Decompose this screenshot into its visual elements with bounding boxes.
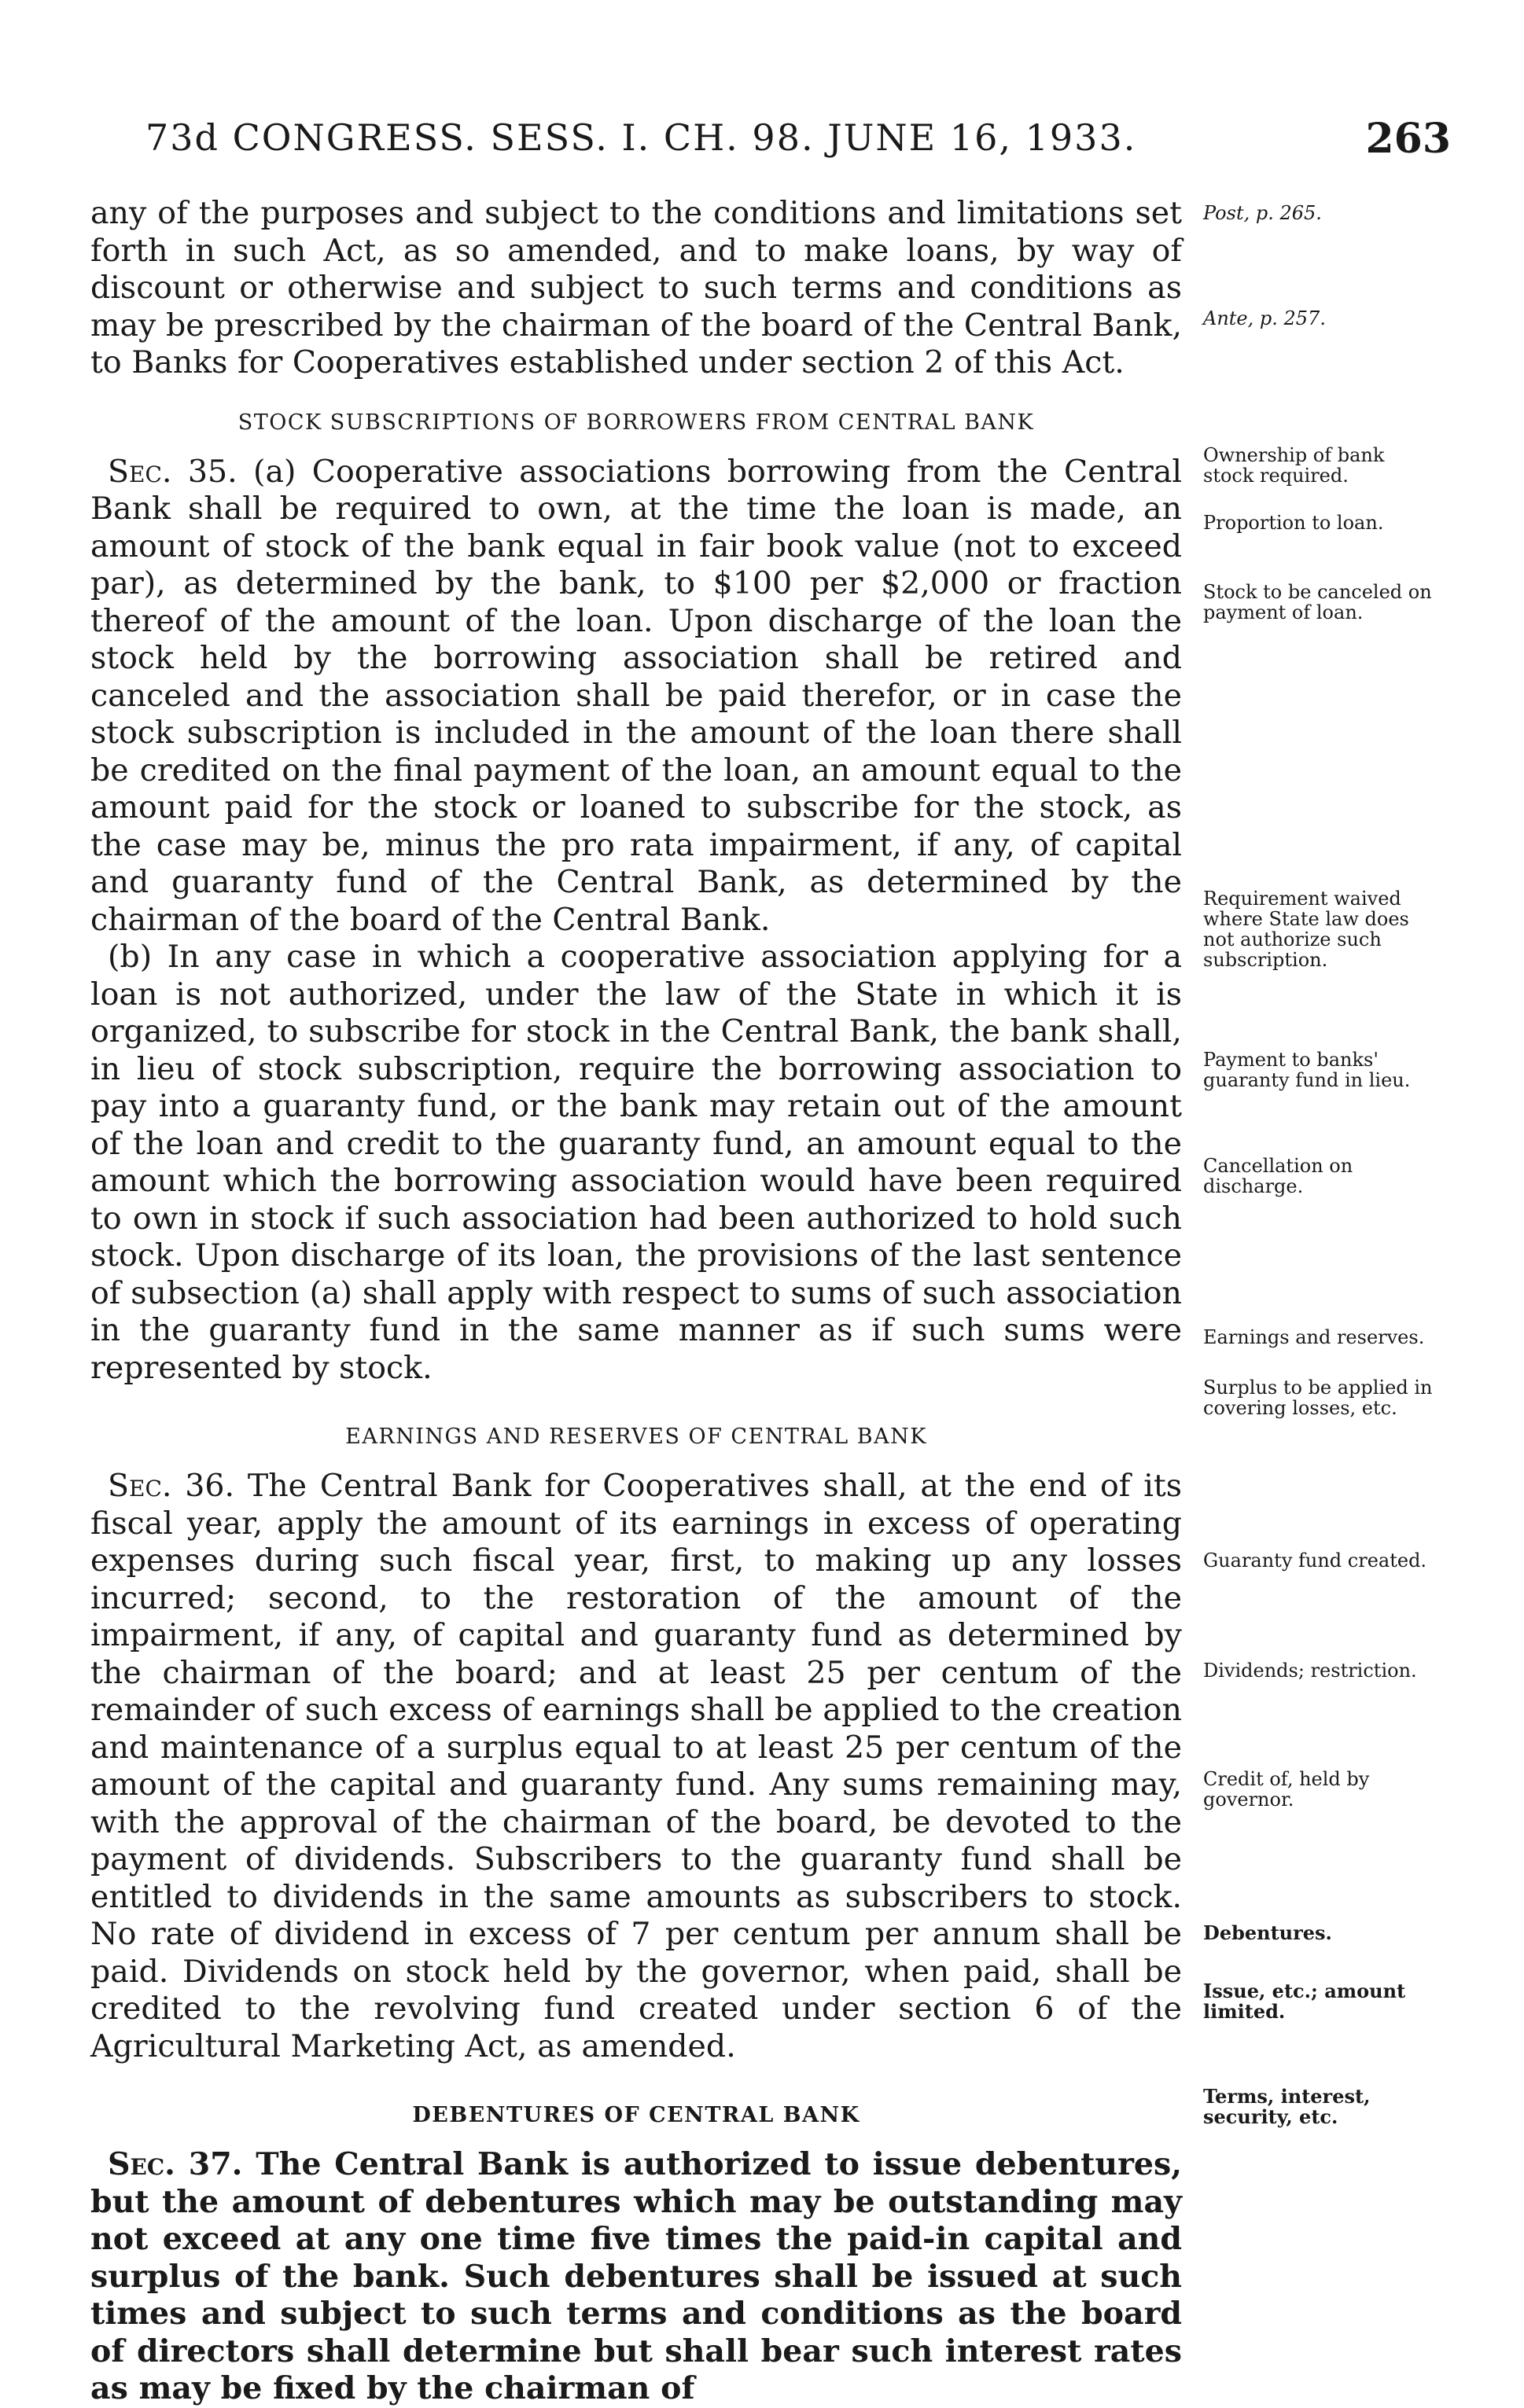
paragraph-sec-37 (90, 2146, 1182, 2408)
margin-note-surplus: Surplus to be applied in covering losses, etc. (1203, 1377, 1433, 1419)
section-heading-stock-subscriptions: STOCK SUBSCRIPTIONS OF BORROWERS FROM CENTRAL BANK (237, 410, 1035, 435)
page-number: 263 (1365, 115, 1451, 163)
paragraph-sec-35b: (b) In any case in which a cooperative association applying for a loan is not authorized, under the law of the State in which it is organized, to subscribe for stock in the Central Bank, the bank shall, in lieu of stock subscription, require the borrowing association to pay into a guaranty fund, or the bank may retain out of the amount of the loan and credit to the guaranty fund, an amount equal to the amount which the borrowing association would have been required to own in stock if such association had been authorized to hold such stock. Upon discharge of its loan, the provisions of the last sentence of subsection (a) shall apply with respect to sums of such association in the guaranty fund in the same manner as if such sums were represented by stock. (90, 939, 1182, 1386)
margin-note-waived: Requirement waived where State law does not authorize such subscription. (1203, 888, 1409, 971)
section-label-36: Sec. 36. (108, 1468, 235, 1504)
margin-note-issue: Issue, etc.; amount limited. (1203, 1980, 1406, 2023)
margin-note-credit: Credit of, held by governor. (1203, 1768, 1370, 1811)
margin-note-post: Post, p. 265. (1203, 202, 1322, 224)
running-head (145, 116, 1451, 171)
margin-note-earnings: Earnings and reserves. (1203, 1326, 1425, 1348)
margin-note-ante: Ante, p. 257. (1203, 307, 1326, 329)
sec-37-text: The Central Bank is authorized to issue debentures, but the amount of debentures which may be outstanding may not exceed at any one time five times the paid-in capital and surplus of the bank. Such debentures shall be issued at such times and subject to such terms and conditions as the board of directors shall determine but shall bear such interest rates as may be fixed by the chairman of (90, 2146, 1182, 2406)
paragraph-sec-35a (90, 454, 1182, 939)
section-label-35: Sec. 35. (108, 453, 237, 490)
margin-note-terms: Terms, interest, security, etc. (1203, 2085, 1371, 2128)
main-text (90, 195, 1182, 2408)
section-label-37: Sec. 37. (108, 2146, 243, 2182)
margin-note-ownership: Ownership of bank stock required. (1203, 444, 1385, 487)
margin-note-guaranty: Guaranty fund created. (1203, 1550, 1427, 1572)
section-heading-debentures: DEBENTURES OF CENTRAL BANK (412, 2103, 860, 2127)
paragraph-sec-36 (90, 1468, 1182, 2065)
margin-note-cancellation: Cancellation on discharge. (1203, 1155, 1353, 1197)
sec-35a-text: (a) Cooperative associations borrowing from the Central Bank shall be required to own, at the time the loan is made, an amount of stock of the bank equal in fair book value (not to exceed par), as determined by the bank, to $100 per $2,000 or fraction thereof of the amount of the loan. Upon discharge of the loan the stock held by the borrowing association shall be retired and canceled and the association shall be paid therefor, or in case the stock subscription is included in the amount of the loan there shall be credited on the final payment of the loan, an amount equal to the amount paid for the stock or loaned to subscribe for the stock, as the case may be, minus the pro rata impairment, if any, of capital and guaranty fund of the Central Bank, as determined by the chairman of the board of the Central Bank. (90, 453, 1183, 938)
margin-note-debentures: Debentures. (1203, 1921, 1332, 1944)
margin-note-dividends: Dividends; restriction. (1203, 1660, 1417, 1682)
margin-note-proportion: Proportion to loan. (1203, 512, 1384, 534)
paragraph-continuation: any of the purposes and subject to the conditions and limitations set forth in such Act, as so amended, and to make loans, by way of discount or otherwise and subject to such terms and conditions as may be prescribed by the chairman of the board of the Central Bank, to Banks for Cooperatives established under section 2 of this Act. (90, 195, 1182, 381)
running-head-title: 73d CONGRESS. SESS. I. CH. 98. JUNE 16, 1933. (145, 116, 1137, 159)
margin-note-canceled: Stock to be canceled on payment of loan. (1203, 581, 1432, 623)
sec-36-text: The Central Bank for Cooperatives shall, at the end of its fiscal year, apply the amount of its earnings in excess of operating expenses during such fiscal year, first, to making up any losses incurred; second, to the restoration of the amount of the impairment, if any, of capital and guaranty fund as determined by the chairman of the board; and at least 25 per centum of the remainder of such excess of earnings shall be applied to the creation and maintenance of a surplus equal to at least 25 per centum of the amount of the capital and guaranty fund. Any sums remaining may, with the approval of the chairman of the board, be devoted to the payment of dividends. Subscribers to the guaranty fund shall be entitled to dividends in the same amounts as subscribers to stock. No rate of dividend in excess of 7 per centum per annum shall be paid. Dividends on stock held by the governor, when paid, shall be credited to the revolving fund created under section 6 of the Agricultural Marketing Act, as amended. (90, 1468, 1182, 2064)
margin-note-payment: Payment to banks' guaranty fund in lieu. (1203, 1049, 1411, 1091)
section-heading-earnings: EARNINGS AND RESERVES OF CENTRAL BANK (345, 1425, 927, 1449)
